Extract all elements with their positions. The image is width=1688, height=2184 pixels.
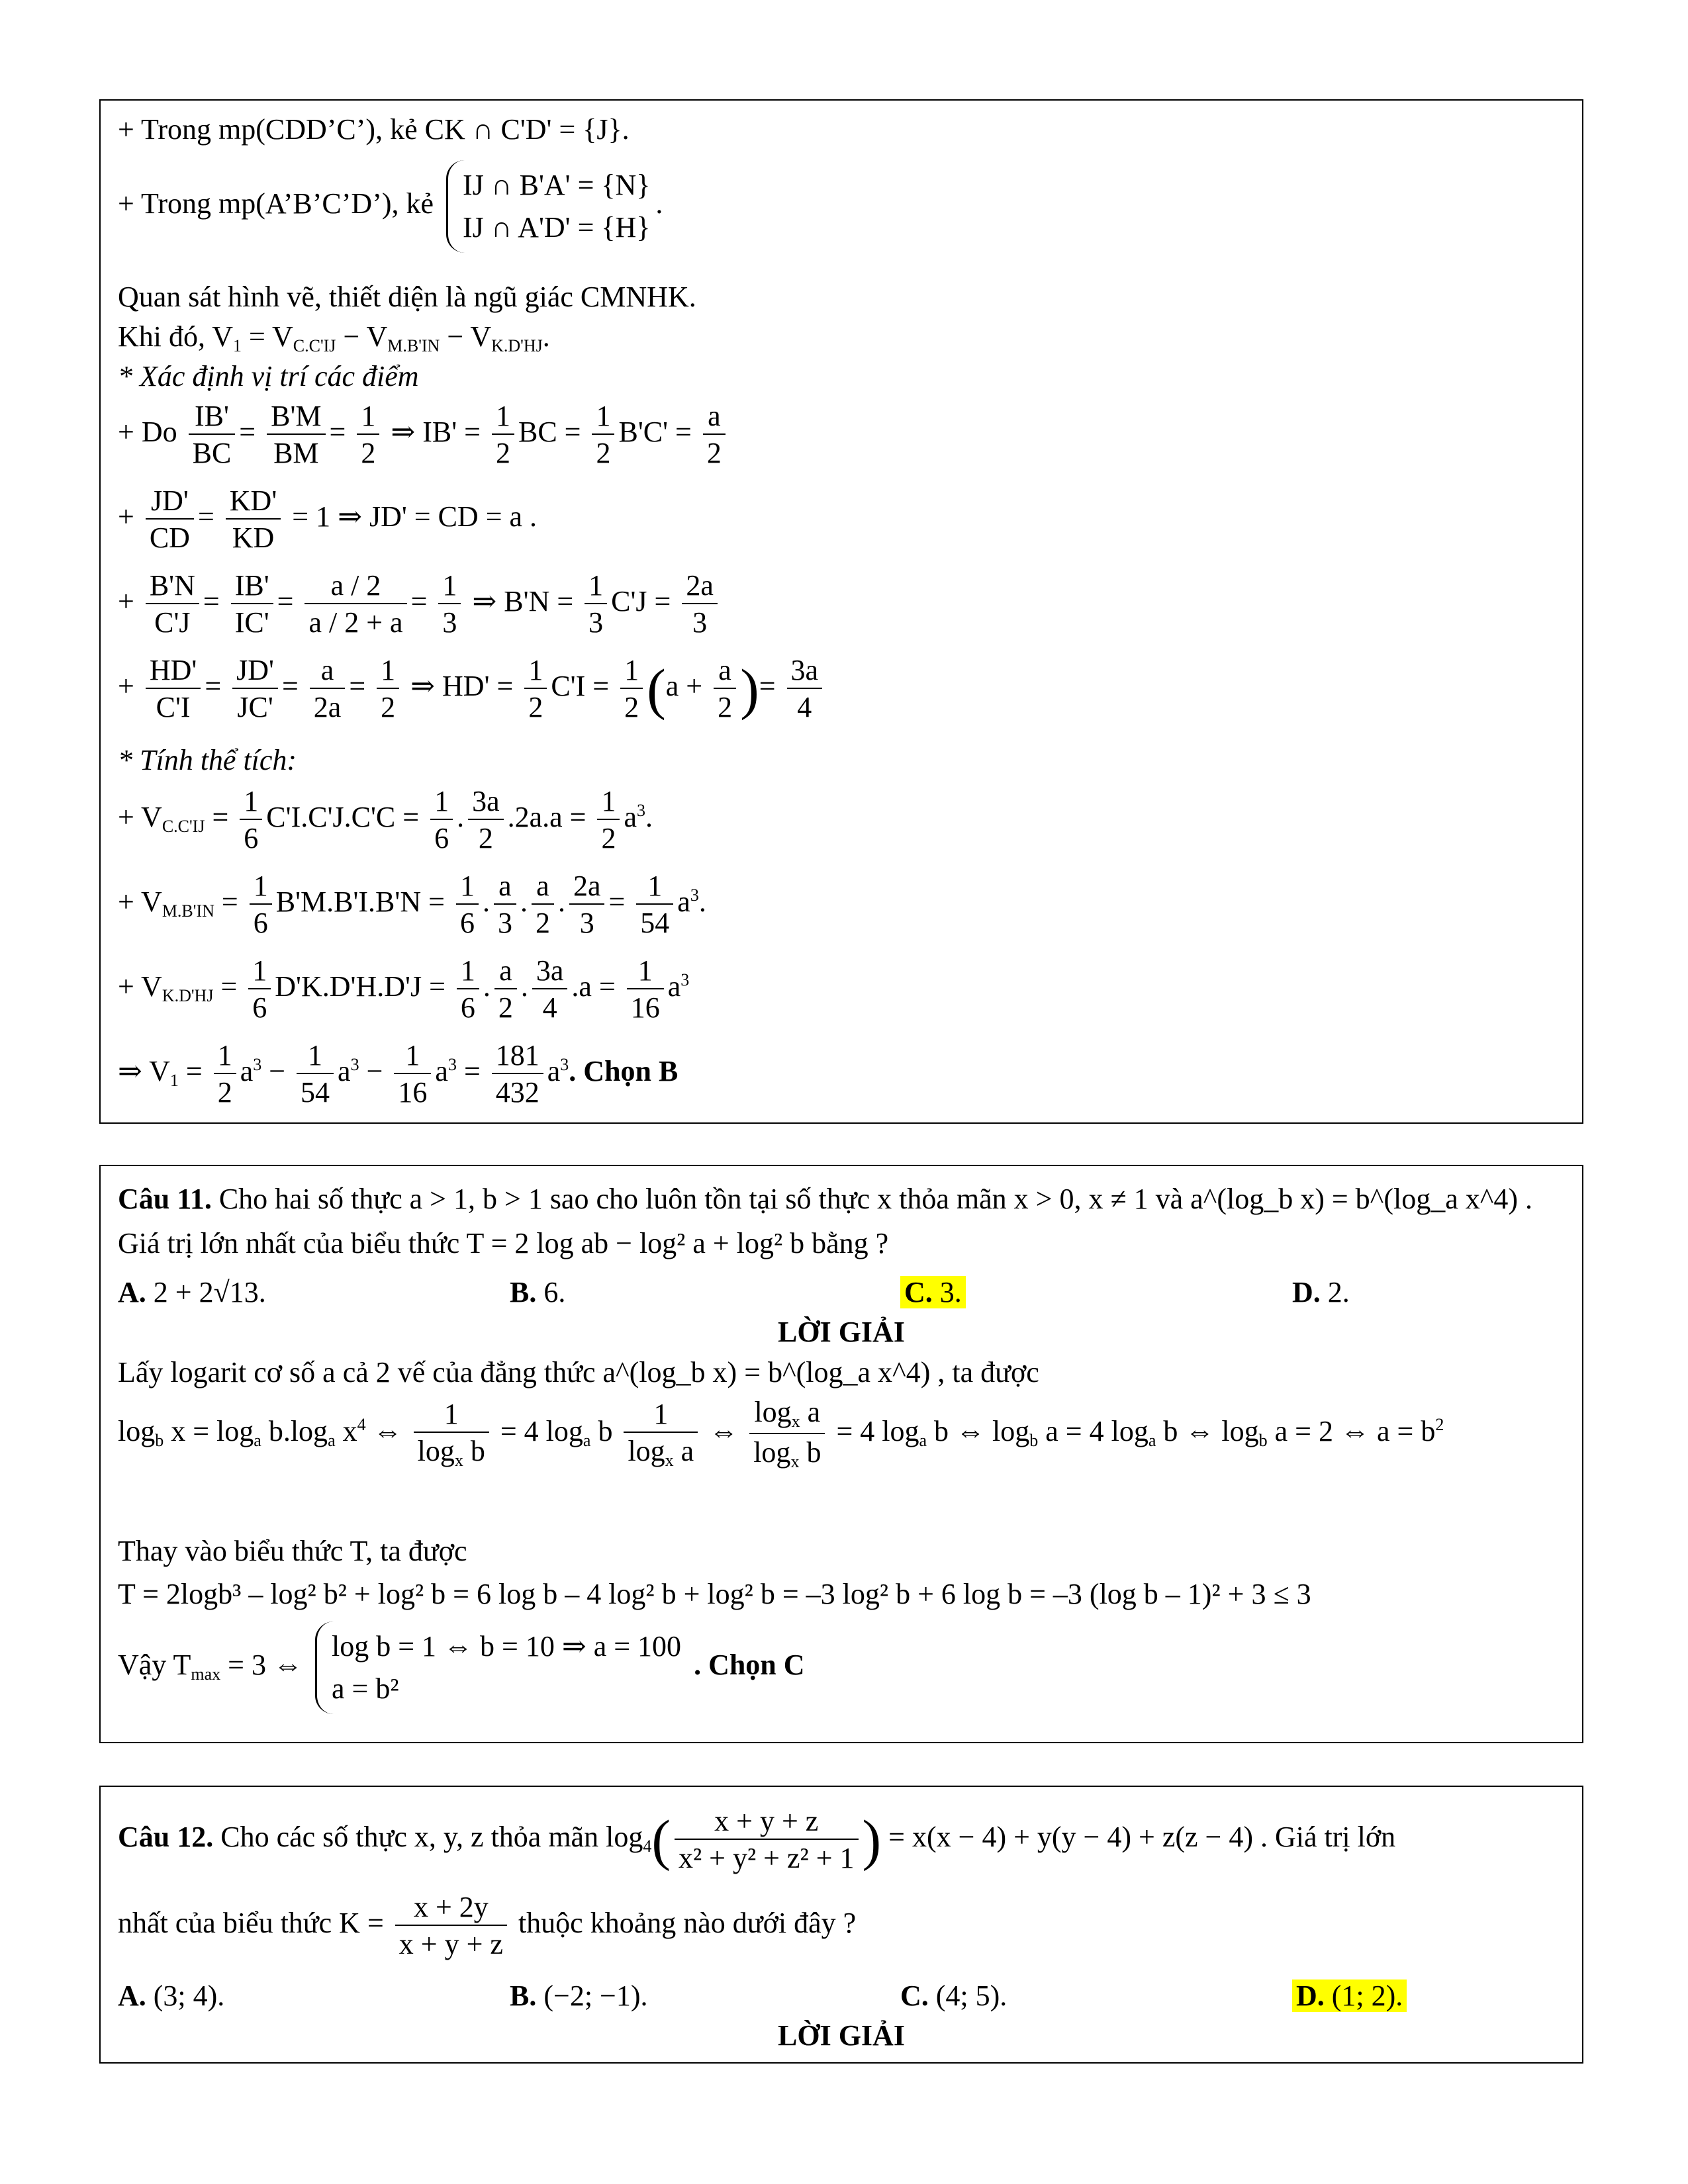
numerator: a (494, 872, 516, 905)
text: . (542, 320, 550, 353)
option-label: A. (118, 1979, 146, 2012)
denominator: 3 (692, 606, 708, 639)
numerator: 1 (430, 787, 453, 820)
fraction (189, 402, 236, 468)
denominator: 2 (528, 691, 543, 723)
denominator: 54 (301, 1076, 330, 1109)
fraction (232, 656, 278, 722)
line-volume-m: + $V_{M.B'IN}$ = $\frac{1}{6}$ B'M.B'I.B'N = $\frac{1}{6}$ . $\frac{a}{3}$ . $\frac{a}{2}$ . $\frac{2a}{3}$ = $\frac{1}{54}$ $a^3$. (118, 870, 706, 939)
fraction (430, 787, 453, 853)
fraction (714, 656, 736, 722)
text: log (754, 1396, 792, 1428)
fraction (492, 402, 514, 468)
q12-option-a[interactable] (118, 1979, 224, 2013)
text: + Trong mp(A’B’C’D’), kẻ (118, 187, 434, 220)
numerator: 1 (438, 571, 461, 604)
fraction (377, 656, 399, 722)
line-section: Quan sát hình vẽ, thiết diện là ngũ giác CMNHK. (118, 281, 696, 313)
option-label: B. (510, 1276, 537, 1308)
text: b.log (268, 1415, 328, 1448)
numerator: 1 (240, 787, 262, 820)
subscript: 1 (169, 1071, 179, 1091)
numerator: 1 (620, 656, 643, 689)
option-text: 6. (543, 1276, 566, 1308)
fraction (494, 872, 516, 938)
text: a (667, 970, 681, 1003)
fraction (636, 872, 673, 938)
text: a + (665, 670, 703, 703)
answer-choice: . Chọn C (694, 1648, 805, 1681)
denominator: 2 (624, 691, 639, 723)
fraction (627, 956, 664, 1023)
superscript: 3 (680, 970, 690, 990)
denominator: 6 (252, 991, 267, 1024)
fraction (569, 872, 605, 938)
line-plane-cdd: + Trong mp(CDD’C’), kẻ CK ∩ C'D' = {J}. (118, 113, 630, 146)
denominator: 4 (797, 691, 812, 723)
subscript: max (191, 1664, 221, 1684)
subscript: M.B'IN (162, 901, 214, 921)
q11-option-d[interactable] (1292, 1275, 1350, 1309)
subscript: M.B'IN (387, 336, 440, 355)
text: log (118, 1415, 156, 1448)
fraction (248, 956, 271, 1023)
denominator: 54 (640, 907, 670, 939)
solution-box-q10 (99, 99, 1583, 1124)
option-label: A. (118, 1276, 146, 1308)
line-volume-c: + $V_{C.C'IJ}$ = $\frac{1}{6}$ C'I.C'J.C'C = $\frac{1}{6}$ . $\frac{3a}{2}$ .2a.a = $\frac{1}{2}$ $a^3$. (118, 785, 653, 854)
text: BC = (518, 416, 581, 449)
numerator: $\log_x a$ (749, 1398, 825, 1434)
text: x = log (171, 1415, 254, 1448)
numerator: 1 (394, 1041, 431, 1074)
denominator: 2 (601, 822, 616, 854)
numerator: 1 (492, 402, 514, 435)
denominator: $\log_x b$ (417, 1434, 485, 1470)
numerator: 3a (532, 956, 568, 989)
denominator: 2 (718, 691, 733, 723)
denominator: x + y + z (399, 1928, 503, 1960)
option-text: (3; 4). (153, 1979, 225, 2012)
numerator: HD' (146, 656, 201, 689)
option-label: C. (904, 1276, 933, 1308)
fraction (597, 787, 620, 853)
q11-option-c[interactable] (900, 1275, 966, 1309)
line-volume-k: + $V_{K.D'HJ}$ = $\frac{1}{6}$ D'K.D'H.D'J = $\frac{1}{6}$ . $\frac{a}{2}$ . $\frac{3a}{4}$ .a = $\frac{1}{16}$ $a^3$ (118, 954, 690, 1024)
denominator: BM (273, 437, 319, 469)
text: B'C' = (618, 416, 692, 449)
numerator: 1 (250, 872, 272, 905)
text: a = 2 ⇔ a = b (1274, 1415, 1436, 1448)
numerator: KD' (226, 486, 281, 520)
denominator: 2 (361, 437, 376, 469)
text: b ⇔ log (1163, 1415, 1259, 1448)
denominator: 6 (434, 822, 449, 854)
text: = 1 ⇒ JD' = CD = a . (292, 500, 538, 533)
numerator: 3a (468, 787, 504, 820)
text: = 4 log (500, 1415, 583, 1448)
numerator: 181 (492, 1041, 543, 1074)
text: V (141, 970, 162, 1003)
text: nhất của biểu thức K = (118, 1907, 384, 1940)
superscript: 3 (690, 886, 699, 905)
line-ratio-ib: + Do $\frac{IB'}{BC}$ = $\frac{B'M}{BM}$ = $\frac{1}{2}$ ⇒ IB' = $\frac{1}{2}$ BC = $\frac{1}{2}$ B'C' = $\frac{a}{2}$ (118, 402, 729, 468)
numerator: x + 2y (395, 1893, 507, 1926)
fraction (787, 656, 823, 722)
q11-conclusion (118, 1621, 805, 1714)
fraction (305, 571, 406, 637)
q11-option-b[interactable] (510, 1275, 565, 1309)
text: ⇔ (709, 1415, 739, 1448)
text: Cho hai số thực a > 1, b > 1 sao cho luôn tồn tại số thực x thỏa mãn x > 0, x ≠ 1 và (218, 1183, 1184, 1215)
text: log (753, 1436, 791, 1469)
text: V (141, 801, 162, 834)
fraction (310, 656, 346, 722)
text: .2a.a = (507, 801, 586, 834)
denominator: 2 (706, 437, 722, 469)
numerator: 1 (377, 656, 399, 689)
denominator: x² + y² + z² + 1 (678, 1842, 855, 1874)
text: ⇒ IB' = (391, 416, 481, 449)
fraction (240, 787, 262, 853)
denominator: 2a (313, 691, 342, 723)
text: b (598, 1415, 613, 1448)
text: log (628, 1434, 665, 1467)
denominator: C'J (154, 606, 191, 639)
q11-option-a[interactable] (118, 1275, 266, 1309)
denominator: KD (232, 522, 275, 554)
numerator: x + y + z (675, 1807, 859, 1840)
correct-highlight (900, 1276, 966, 1308)
text: Khi đó, V (118, 320, 233, 353)
q11-statement-line-2: Giá trị lớn nhất của biểu thức T = 2 log ab − log² a + log² b bằng ? (118, 1227, 889, 1259)
numerator: 1 (248, 956, 271, 989)
numerator: 2a (682, 571, 718, 604)
system-line-2: a = b² (331, 1672, 399, 1705)
numerator: a (310, 656, 346, 689)
text: ⇒ V (118, 1055, 170, 1088)
subscript: 4 (643, 1837, 652, 1856)
fraction (492, 1041, 543, 1107)
option-label: B. (510, 1979, 537, 2012)
denominator: 4 (542, 991, 557, 1024)
text: = 3 ⇔ (228, 1648, 303, 1681)
fraction (592, 402, 614, 468)
system-line-1: log b = 1 ⇔ b = 10 ⇒ a = 100 (331, 1630, 682, 1662)
numerator: IB' (189, 402, 236, 435)
fraction (438, 571, 461, 637)
system-brace (315, 1621, 681, 1714)
line-plane-abcd (118, 160, 663, 253)
denominator: 2 (478, 822, 493, 854)
text: Vậy T (118, 1648, 191, 1681)
text: a (677, 886, 690, 919)
line-heading-volume: * Tính thể tích: (118, 744, 297, 776)
option-text: 2. (1327, 1276, 1350, 1308)
text: − V (336, 320, 388, 353)
q11-solution-line-3: Thay vào biểu thức T, ta được (118, 1535, 467, 1567)
text: D'K.D'H.D'J = (275, 970, 445, 1003)
option-text: (−2; −1). (543, 1979, 648, 2012)
fraction (394, 1041, 431, 1107)
text: ⇔ (373, 1415, 402, 1448)
denominator: C'I (156, 691, 191, 723)
fraction (146, 486, 194, 553)
numerator: 1 (456, 872, 479, 905)
fraction (457, 956, 479, 1023)
question-label: Câu 12. (118, 1821, 214, 1854)
q12-option-c[interactable] (900, 1979, 1007, 2013)
numerator: a (532, 872, 554, 905)
line-volume-result: ⇒ $V_1$ = $\frac{1}{2}$ $a^3$ − $\frac{1}{54}$ $a^3$ − $\frac{1}{16}$ $a^3$ = $\frac{181}{432}$ $a^3$. Chọn B (118, 1039, 679, 1109)
answer-choice: . Chọn B (569, 1055, 679, 1088)
fraction (532, 956, 568, 1023)
denominator: 6 (459, 907, 475, 939)
fraction (682, 571, 718, 637)
denominator: 3 (588, 606, 604, 639)
denominator: 3 (442, 606, 457, 639)
numerator: B'N (146, 571, 199, 604)
text: x (342, 1415, 357, 1448)
numerator: 1 (636, 872, 673, 905)
text: a = 4 log (1045, 1415, 1149, 1448)
q11-solution-line-2: $\log_b x = \log_a b.\log_a$ $x^4$ ⇔ $\frac{1}{\log_x b}$ = 4 $\log_a b$ $\frac{1}{\log_x a}$ ⇔ $\frac{\log_x a}{\log_x b}$ = 4 $\log_a b$ ⇔ $\log_b a = 4$ $\log_a b$ ⇔ $\log_b a = 2$ ⇔ $a = b^2$ (118, 1396, 1444, 1471)
q12-statement-line-2 (118, 1893, 856, 1959)
denominator: IC' (234, 606, 269, 639)
fraction (226, 486, 281, 553)
denominator: 2 (495, 437, 510, 469)
text: = x(x − 4) + y(y − 4) + z(z − 4) . Giá trị lớn (888, 1821, 1396, 1854)
fraction (532, 872, 554, 938)
fraction (395, 1893, 507, 1959)
fraction (146, 571, 199, 637)
numerator: 1 (585, 571, 607, 604)
text: b ⇔ log (934, 1415, 1030, 1448)
denominator: 2 (217, 1076, 232, 1109)
question-box-11 (99, 1165, 1583, 1743)
numerator: 1 (627, 956, 664, 989)
numerator: 1 (457, 956, 479, 989)
denominator: 16 (630, 991, 660, 1024)
text: ⇒ B'N = (472, 585, 574, 618)
text: V (141, 886, 162, 919)
text: ⇒ HD' = (410, 670, 514, 703)
line-volume-formula (118, 322, 550, 355)
subscript: K.D'HJ (162, 986, 214, 1006)
fraction (214, 1041, 236, 1107)
denominator: 3 (497, 907, 512, 939)
denominator: $\log_x a$ (628, 1434, 694, 1470)
text: C'J = (611, 585, 671, 618)
line-ratio-bn: + $\frac{B'N}{C'J}$ = $\frac{IB'}{IC'}$ = $\frac{a / 2}{a / 2 + a}$ = $\frac{1}{3}$ ⇒ B'N = $\frac{1}{3}$ C'J = $\frac{2a}{3}$ (118, 571, 722, 637)
q11-statement-line-1 (118, 1185, 1532, 1214)
denominator: 2 (381, 691, 396, 723)
denominator: a / 2 + a (308, 606, 403, 639)
option-text: (1; 2). (1331, 1979, 1403, 2012)
text: + Do (118, 416, 177, 449)
solution-heading: LỜI GIẢI (778, 2019, 905, 2052)
text: = 4 log (836, 1415, 919, 1448)
text: C'I.C'J.C'C = (266, 801, 420, 834)
numerator: B'M (267, 402, 325, 435)
solution-heading: LỜI GIẢI (778, 1316, 905, 1348)
text: − V (440, 320, 492, 353)
text: C'I = (551, 670, 610, 703)
fraction (620, 656, 643, 722)
numerator: a (703, 402, 726, 435)
question-box-12 (99, 1786, 1583, 2064)
fraction (624, 1397, 698, 1470)
numerator: JD' (146, 486, 194, 520)
numerator: a (714, 656, 736, 689)
line-ratio-hd: + $\frac{HD'}{C'I}$ = $\frac{JD'}{JC'}$ = $\frac{a}{2a}$ = $\frac{1}{2}$ ⇒ HD' = $\frac{1}{2}$ C'I = $\frac{1}{2}$ (a + $\frac{a}{2}$ )= $\frac{3a}{4}$ (118, 656, 826, 722)
fraction (749, 1398, 825, 1471)
subscript: K.D'HJ (491, 336, 543, 355)
system-brace (446, 160, 650, 253)
system-line-2: IJ ∩ A'D' = {H} (463, 210, 651, 244)
superscript: 3 (637, 801, 645, 821)
fraction (146, 656, 201, 722)
question-label: Câu 11. (118, 1183, 212, 1215)
line-heading-positions: * Xác định vị trí các điểm (118, 360, 419, 392)
denominator: 16 (398, 1076, 428, 1109)
denominator: BC (192, 437, 232, 469)
denominator: 6 (244, 822, 259, 854)
fraction (524, 656, 547, 722)
text: . (655, 187, 663, 220)
numerator: 2a (569, 872, 605, 905)
fraction (414, 1397, 489, 1470)
denominator: $\log_x b$ (753, 1436, 821, 1471)
line-ratio-jd: + $\frac{JD'}{CD}$ = $\frac{KD'}{KD}$ = 1 ⇒ JD' = CD = a . (118, 484, 538, 554)
text: Cho các số thực x, y, z thỏa mãn log (220, 1821, 643, 1854)
option-text: 2 + 2√13. (153, 1276, 266, 1308)
numerator: IB' (231, 571, 273, 604)
fraction (468, 787, 504, 853)
denominator: 432 (495, 1076, 539, 1109)
numerator: 1 (592, 402, 614, 435)
correct-highlight (1292, 1979, 1407, 2012)
q11-solution-line-4: T = 2logb³ – log² b² + log² b = 6 log b – 4 log² b + log² b = –3 log² b + 6 log b = –3 (log b – 1)² + 3 ≤ 3 (118, 1578, 1311, 1610)
numerator: 1 (414, 1400, 489, 1433)
denominator: 6 (460, 991, 475, 1024)
option-text: (4; 5). (935, 1979, 1008, 2012)
q12-option-d[interactable] (1292, 1979, 1407, 2013)
fraction (585, 571, 607, 637)
numerator: 1 (297, 1041, 334, 1074)
option-label: D. (1296, 1979, 1325, 2012)
numerator: 1 (597, 787, 620, 820)
system-line-1: IJ ∩ B'A' = {N} (463, 169, 651, 201)
fraction (494, 956, 517, 1023)
q12-option-b[interactable] (510, 1979, 648, 2013)
numerator: JD' (232, 656, 278, 689)
option-text: 3. (939, 1276, 962, 1308)
fraction (357, 402, 379, 468)
denominator: CD (149, 522, 190, 554)
fraction (250, 872, 272, 938)
text: log (417, 1434, 455, 1467)
numerator: a (494, 956, 517, 989)
fraction (297, 1041, 334, 1107)
denominator: 3 (579, 907, 594, 939)
denominator: JC' (237, 691, 273, 723)
text: thuộc khoảng nào dưới đây ? (518, 1907, 857, 1940)
q11-solution-line-1: Lấy logarit cơ số a cả 2 vế của đẳng thức a^(log_b x) = b^(log_a x^4) , ta được (118, 1356, 1039, 1388)
numerator: 1 (357, 402, 379, 435)
fraction (703, 402, 726, 468)
denominator: 2 (498, 991, 513, 1024)
numerator: 1 (524, 656, 547, 689)
option-label: D. (1292, 1276, 1321, 1308)
numerator: 3a (787, 656, 823, 689)
numerator: a / 2 (305, 571, 406, 604)
numerator: 1 (214, 1041, 236, 1074)
option-label: C. (900, 1979, 929, 2012)
text: B'M.B'I.B'N = (275, 886, 445, 919)
condition: a^(log_b x) = b^(log_a x^4) . (1190, 1183, 1533, 1215)
denominator: 2 (596, 437, 611, 469)
denominator: 6 (253, 907, 268, 939)
fraction (267, 402, 325, 468)
text: .a = (571, 970, 616, 1003)
fraction (456, 872, 479, 938)
numerator: 1 (624, 1400, 698, 1433)
denominator: 2 (535, 907, 550, 939)
subscript: C.C'IJ (162, 817, 205, 837)
fraction (231, 571, 273, 637)
text: = V (241, 320, 293, 353)
subscript: C.C'IJ (293, 336, 336, 355)
fraction (675, 1807, 859, 1873)
q12-statement-line-1: Câu 12. Cho các số thực x, y, z thỏa mãn $\log_4$( $\frac{x + y + z}{\text{x² + y² + z² + 1}}$ ) = x(x − 4) + y(y − 4) + z(z − 4) . Giá trị lớn (118, 1805, 1396, 1874)
text: a (624, 801, 637, 834)
subscript: 1 (232, 336, 242, 355)
